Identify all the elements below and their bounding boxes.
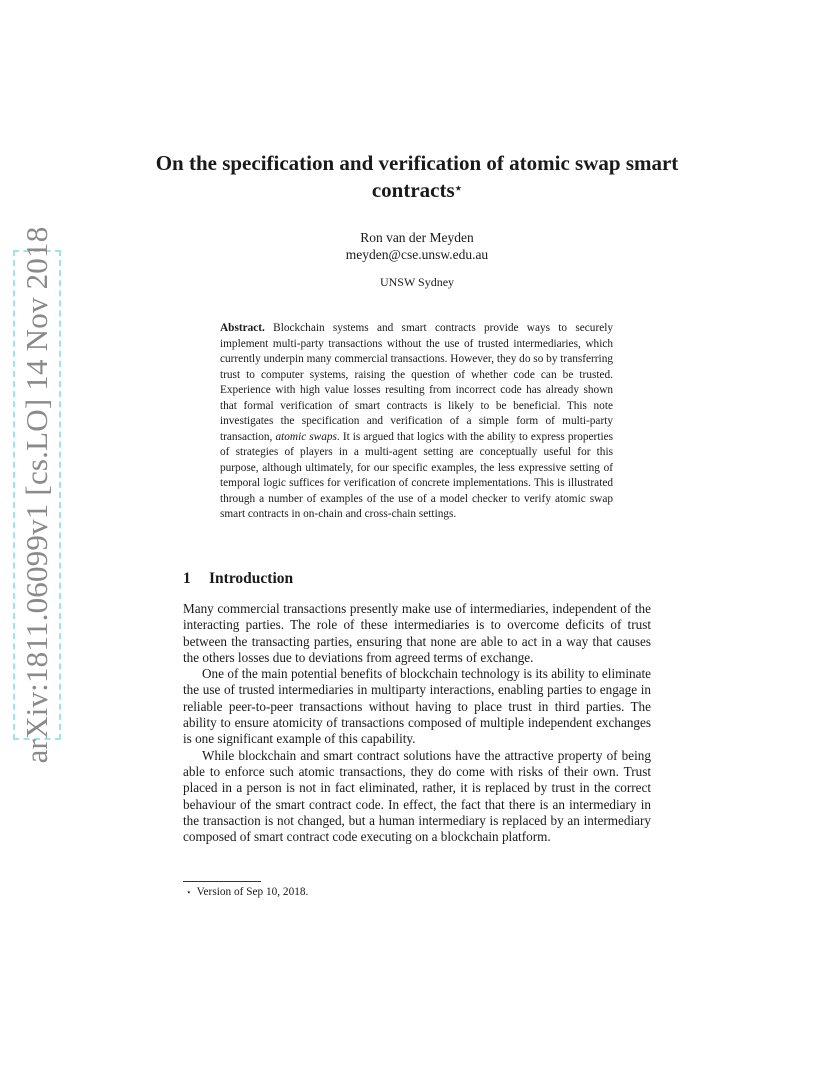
footnote-text: Version of Sep 10, 2018. xyxy=(196,886,309,898)
footnote-rule xyxy=(183,881,261,882)
abstract-text-part2: . It is argued that logics with the ability to express properties of strategies of players in a multi-agent setting are conceptually useful for this purpose, although ultimately, for our specific examples, the less expressive setting of temporal logic suffices for verification of concrete implementations. This is illustrated through a number of examples of the use of a model checker to verify atomic swap smart contracts in on-chain and cross-chain settings. xyxy=(220,430,614,520)
footnote xyxy=(183,885,308,900)
paper-title-text: On the specification and verification of atomic swap smart contracts xyxy=(155,151,679,202)
footnote-mark: ⋆ xyxy=(186,887,192,897)
arxiv-identifier: arXiv:1811.06099v1 [cs.LO] 14 Nov 2018 xyxy=(19,226,54,764)
abstract-emphasis: atomic swaps xyxy=(275,430,337,443)
section-title: Introduction xyxy=(209,570,294,587)
paragraph: While blockchain and smart contract solutions have the attractive property of being able to enforce such atomic transactions, they do come with risks of their own. Trust placed in a person is not in fact eliminated, rather, it is replaced by trust in the correct behaviour of the smart contract code. In effect, the fact that there is an intermediary in the transaction is not changed, but a human intermediary is replaced by an intermediary composed of smart contract code executing on a blockchain platform. xyxy=(183,747,651,845)
abstract-text-part1: Blockchain systems and smart contracts provide ways to securely implement multi-party transactions without the use of trusted intermediaries, which currently underpin many commercial transactions. However, they do so by transferring trust to computer systems, raising the question of whether code can be trusted. Experience with high value losses resulting from incorrect code has already shown that formal verification of smart contracts is likely to be beneficial. This note investigates the specification and verification of a simple form of multi-party transaction, xyxy=(220,322,614,443)
introduction-body xyxy=(183,601,651,845)
author-email: meyden@cse.unsw.edu.au xyxy=(345,247,489,262)
abstract-label: Abstract. xyxy=(220,322,265,334)
title-footnote-mark: ⋆ xyxy=(454,181,463,195)
section-heading xyxy=(183,569,293,589)
paragraph: One of the main potential benefits of blockchain technology is its ability to eliminate the use of trusted intermediaries in multiparty interactions, enabling parties to engage in reliable peer-to-peer transactions without having to place trust in third parties. The ability to ensure atomicity of transactions composed of multiple independent exchanges is one significant example of this capability. xyxy=(183,666,651,747)
paragraph: Many commercial transactions presently make use of intermediaries, independent of the interacting parties. The role of these intermediaries is to overcome deficits of trust between the transacting parties, ensuring that none are able to act in a way that causes the others losses due to deviations from agreed terms of exchange. xyxy=(183,601,651,665)
paper-title xyxy=(150,150,684,204)
author-affiliation: UNSW Sydney xyxy=(379,275,455,289)
abstract xyxy=(220,321,613,523)
author-name: Ron van der Meyden xyxy=(360,230,474,245)
section-number: 1 xyxy=(183,570,191,587)
